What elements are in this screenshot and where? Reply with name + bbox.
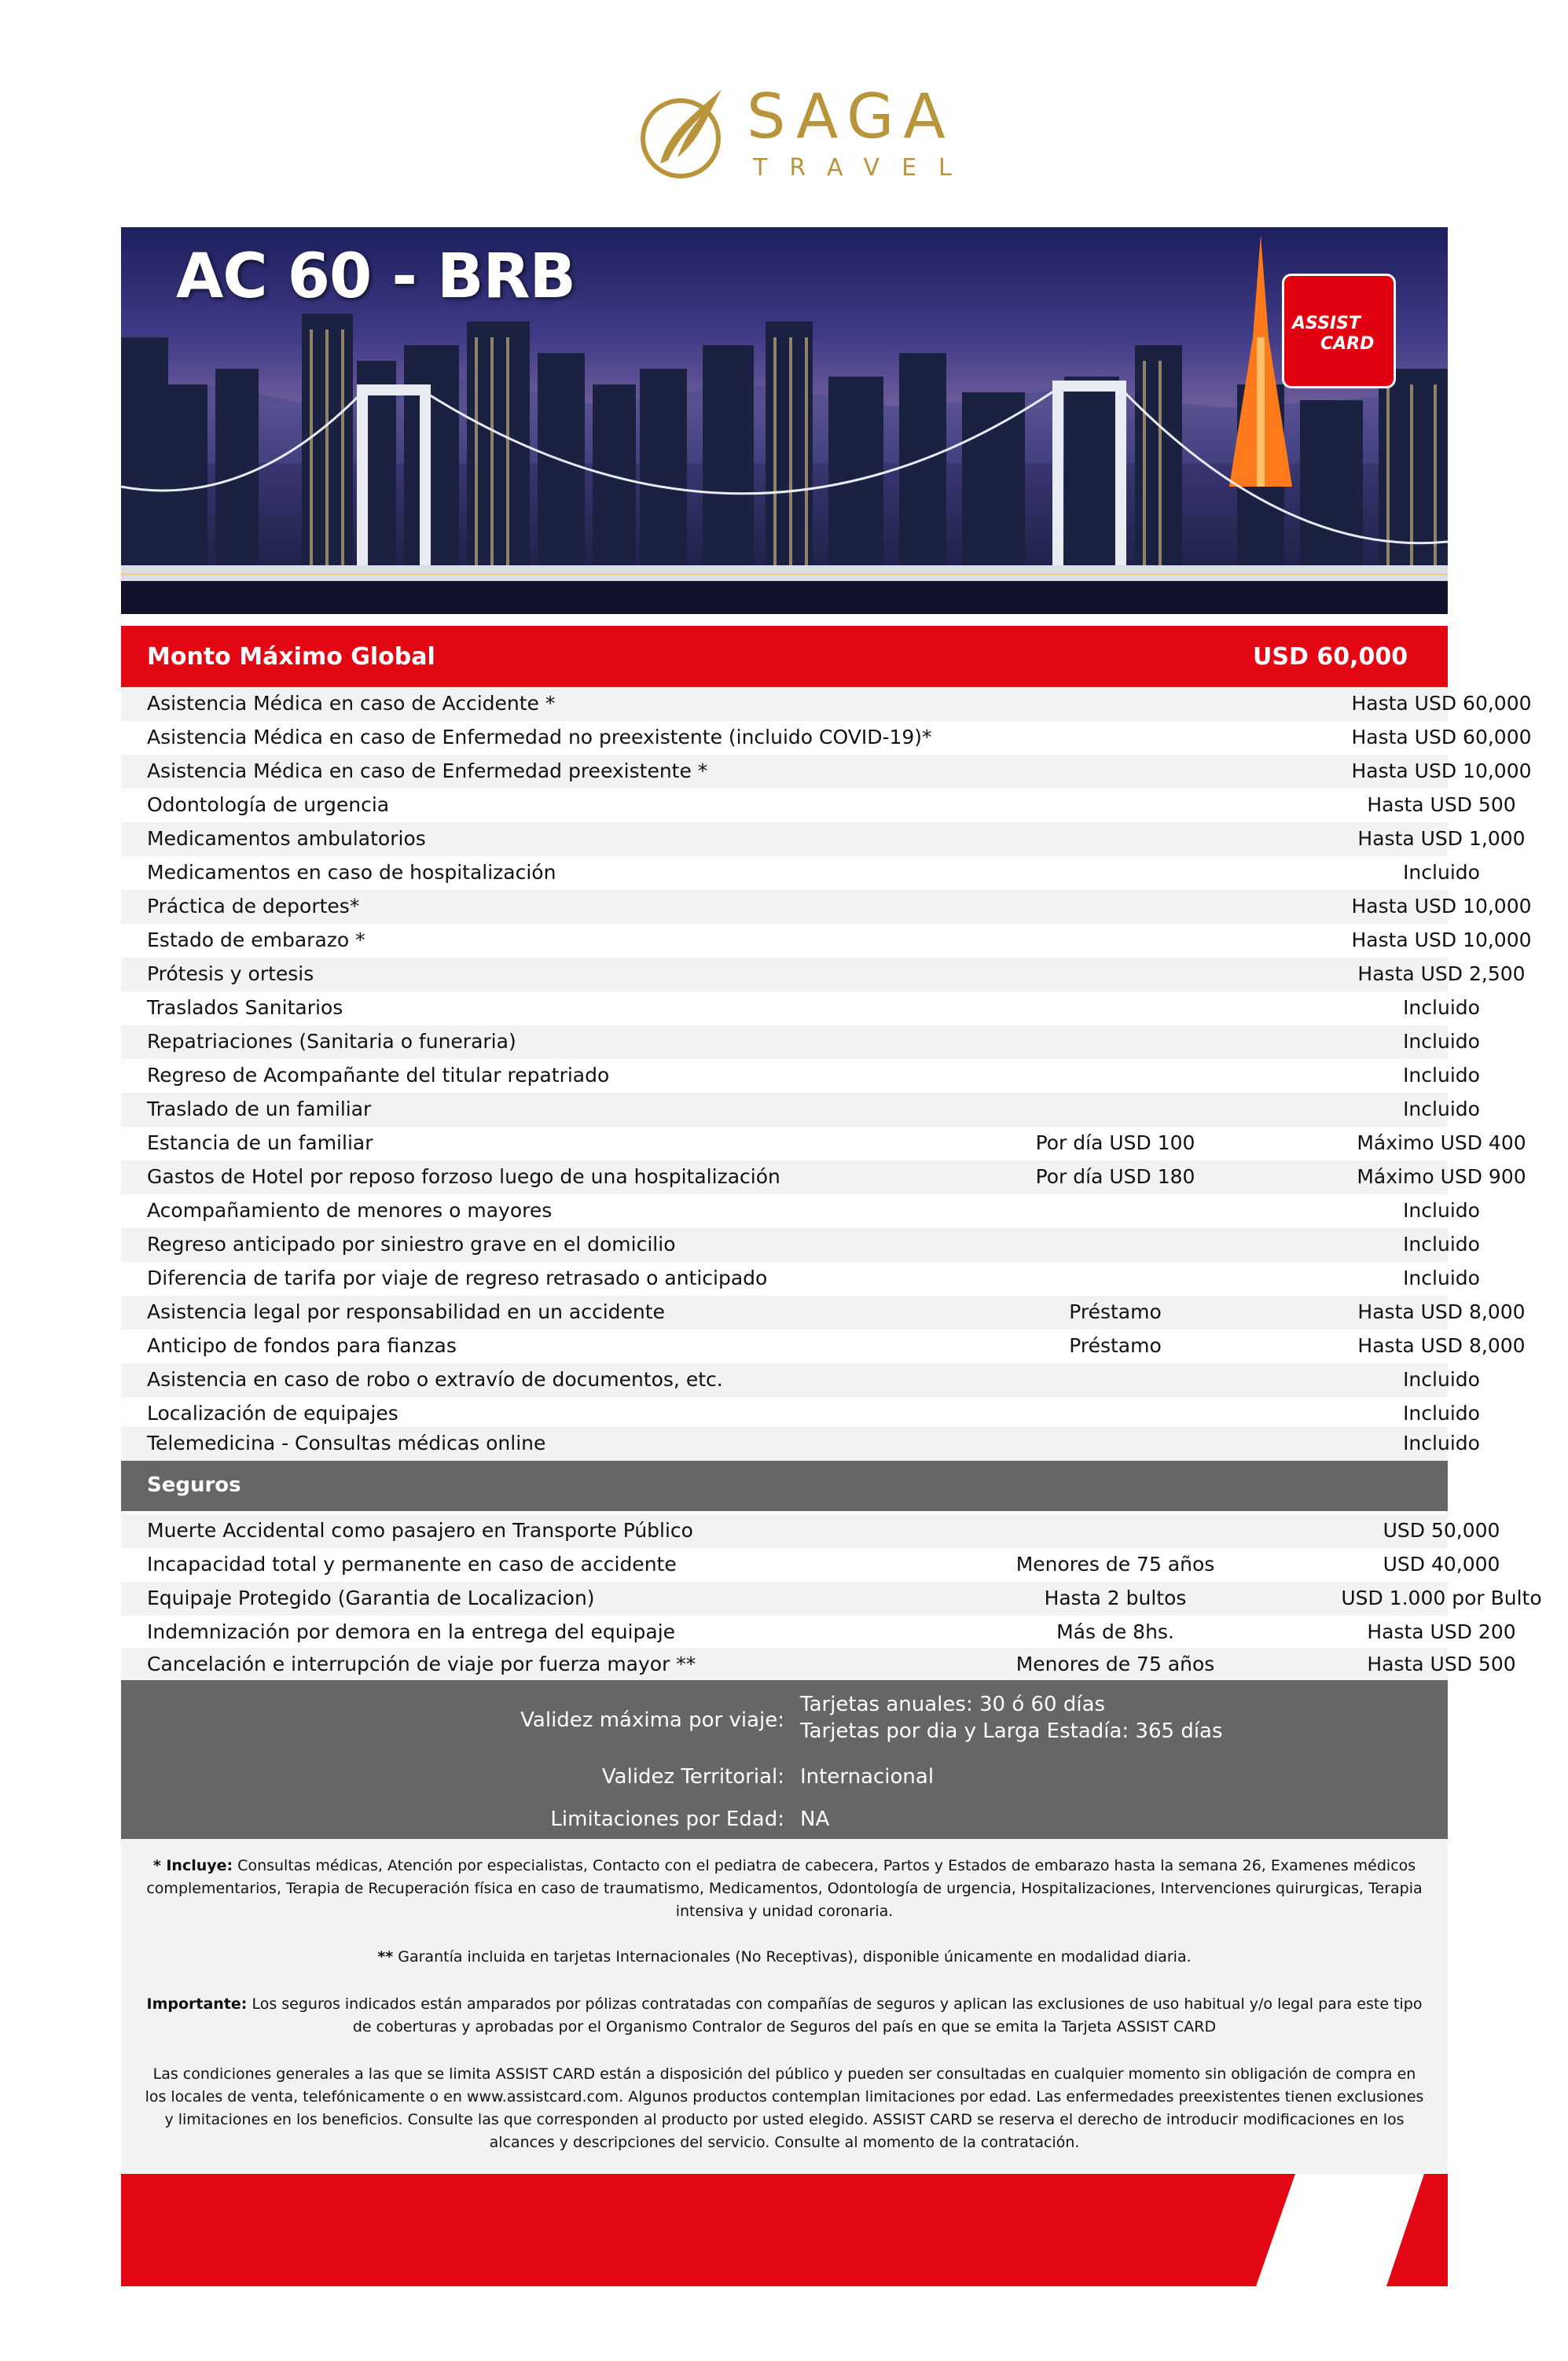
validez-max-label: Validez máxima por viaje: <box>520 1708 784 1732</box>
coverage-value: Hasta USD 500 <box>1367 793 1516 816</box>
seguro-label: Cancelación e interrupción de viaje por fuerza mayor ** <box>147 1653 696 1675</box>
table-row <box>121 721 1532 755</box>
validez-max-line1: Tarjetas anuales: 30 ó 60 días <box>800 1693 1106 1716</box>
coverage-label: Acompañamiento de menores o mayores <box>147 1199 553 1222</box>
fine-print <box>121 1839 1448 2174</box>
saga-feather-icon <box>637 85 731 183</box>
table-row <box>121 1160 1526 1194</box>
seguros-title: Seguros <box>147 1473 241 1497</box>
coverage-value: Incluido <box>1403 1098 1480 1120</box>
table-row <box>121 1427 1480 1461</box>
seguro-detail: Más de 8hs. <box>1056 1620 1174 1643</box>
coverage-label: Medicamentos en caso de hospitalización <box>147 861 556 884</box>
table-row <box>121 1194 1480 1228</box>
coverage-label: Telemedicina - Consultas médicas online <box>147 1432 546 1454</box>
coverage-label: Regreso de Acompañante del titular repatriado <box>147 1064 610 1087</box>
note-condiciones: Las condiciones generales a las que se limita ASSIST CARD están a disposición del público y pueden ser consultadas en cualquier momento sin obligación de compra en los locales de venta, telefónicamente o en www.assistcard.com. Algunos productos contemplan limitaciones por edad. Las enfermedades preexistentes tienen exclusiones y limitaciones en los beneficios. Consulte las que corresponden al producto por usted elegido. ASSIST CARD se reserva el derecho de introducir modificaciones en los alcances y descripciones del servicio. Consulte al momento de la contratación. <box>145 2065 1424 2151</box>
validez-max-line2: Tarjetas por dia y Larga Estadía: 365 días <box>800 1719 1223 1743</box>
coverage-label: Anticipo de fondos para fianzas <box>147 1334 457 1357</box>
seguro-detail: Hasta 2 bultos <box>1044 1587 1187 1609</box>
coverage-value: Incluido <box>1403 1402 1480 1425</box>
note-incluye <box>145 1855 1424 1923</box>
coverage-value: Hasta USD 1,000 <box>1357 827 1526 850</box>
seguro-label: Incapacidad total y permanente en caso de accidente <box>147 1553 677 1576</box>
brand-sub: TRAVEL <box>753 154 974 182</box>
seguro-label: Equipaje Protegido (Garantia de Localizacion) <box>147 1587 595 1609</box>
coverage-value: Incluido <box>1403 1368 1480 1391</box>
validez-edad-value: NA <box>800 1808 830 1831</box>
note-garantia-text: Garantía incluida en tarjetas Internacionales (No Receptivas), disponible únicamente en modalidad diaria. <box>393 1948 1192 1966</box>
note-importante <box>145 1993 1424 2039</box>
coverage-value: Hasta USD 60,000 <box>1351 726 1532 748</box>
table-row <box>121 890 1532 924</box>
coverage-value: Incluido <box>1403 1199 1480 1222</box>
table-row <box>121 755 1532 789</box>
table-row <box>121 687 1532 721</box>
footer-banner <box>121 2174 1448 2286</box>
coverage-label: Prótesis y ortesis <box>147 962 314 985</box>
table-row <box>121 789 1516 822</box>
seguro-value: USD 50,000 <box>1383 1519 1500 1542</box>
coverage-label: Gastos de Hotel por reposo forzoso luego de una hospitalización <box>147 1165 780 1188</box>
seguro-value: Hasta USD 500 <box>1367 1653 1516 1675</box>
coverage-label: Asistencia Médica en caso de Enfermedad no preexistente (incluido COVID-19)* <box>147 726 932 748</box>
coverage-value: Hasta USD 10,000 <box>1351 929 1532 951</box>
coverage-value: Hasta USD 60,000 <box>1351 692 1532 715</box>
table-row <box>121 1296 1526 1329</box>
assist-card-logo <box>1282 274 1396 388</box>
coverage-label: Traslado de un familiar <box>147 1098 372 1120</box>
table-row <box>121 1397 1480 1431</box>
table-row <box>121 1648 1516 1682</box>
table-row <box>121 958 1526 991</box>
coverage-label: Diferencia de tarifa por viaje de regreso retrasado o anticipado <box>147 1267 768 1289</box>
coverage-value: Máximo USD 400 <box>1357 1131 1526 1154</box>
table-row <box>121 1582 1542 1616</box>
table-row <box>121 1262 1480 1296</box>
assist-card-logo-line1: ASSIST <box>1292 314 1361 333</box>
coverage-value: Incluido <box>1403 996 1480 1019</box>
table-row <box>121 856 1480 890</box>
coverage-label: Estado de embarazo * <box>147 929 365 951</box>
coverage-label: Odontología de urgencia <box>147 793 390 816</box>
note-incluye-text: Consultas médicas, Atención por especialistas, Contacto con el pediatra de cabecera, Partos y Estados de embarazo hasta la semana 26, Examenes médicos complementarios, Terapia de Recuperación física en caso de traumatismo, Medicamentos, Odontología de urgencia, Hospitalizaciones, Intervenciones quirurgicas, Terapia intensiva y unidad coronaria. <box>146 1857 1423 1920</box>
coverage-label: Asistencia Médica en caso de Accidente * <box>147 692 556 715</box>
table-row <box>121 991 1480 1025</box>
coverage-value: Incluido <box>1403 1030 1480 1053</box>
coverage-detail: Por día USD 100 <box>1035 1131 1195 1154</box>
coverage-label: Repatriaciones (Sanitaria o funeraria) <box>147 1030 516 1053</box>
footer-red-stripes <box>121 2174 1448 2286</box>
note-importante-text: Los seguros indicados están amparados por pólizas contratadas con compañías de seguros y aplican las exclusiones de uso habitual y/o legal para este tipo de coberturas y aprobadas por el Organismo Contralor de Seguros del país en que se emita la Tarjeta ASSIST CARD <box>247 1995 1423 2036</box>
table-row <box>121 1329 1526 1363</box>
table-row <box>121 1059 1480 1093</box>
coverage-label: Regreso anticipado por siniestro grave en el domicilio <box>147 1233 676 1256</box>
table-row <box>121 1548 1500 1582</box>
table-row <box>121 1363 1480 1397</box>
coverage-label: Medicamentos ambulatorios <box>147 827 426 850</box>
validez-terr-value: Internacional <box>800 1765 935 1789</box>
seguro-label: Indemnización por demora en la entrega del equipaje <box>147 1620 676 1643</box>
coverage-value: Incluido <box>1403 861 1480 884</box>
table-row <box>121 822 1526 856</box>
assist-card-logo-line2: CARD <box>1320 334 1375 354</box>
coverage-value: Hasta USD 8,000 <box>1357 1334 1526 1357</box>
coverage-label: Asistencia legal por responsabilidad en un accidente <box>147 1300 665 1323</box>
seguro-value: Hasta USD 200 <box>1367 1620 1516 1643</box>
table-row <box>121 924 1532 958</box>
coverage-value: Hasta USD 8,000 <box>1357 1300 1526 1323</box>
seguros-header <box>121 1461 1448 1511</box>
coverage-detail: Préstamo <box>1069 1300 1162 1323</box>
seguro-value: USD 40,000 <box>1383 1553 1500 1576</box>
validez-edad-label: Limitaciones por Edad: <box>550 1808 784 1831</box>
monto-value: USD 60,000 <box>1253 643 1408 671</box>
coverage-value: Incluido <box>1403 1432 1480 1454</box>
product-title: AC 60 - BRB <box>176 241 575 312</box>
coverage-detail: Por día USD 180 <box>1035 1165 1195 1188</box>
seguro-value: USD 1.000 por Bulto <box>1341 1587 1542 1609</box>
coverage-value: Incluido <box>1403 1267 1480 1289</box>
validez-panel <box>121 1680 1448 1839</box>
coverage-value: Incluido <box>1403 1064 1480 1087</box>
note-garantia <box>145 1946 1424 1969</box>
seguro-label: Muerte Accidental como pasajero en Transporte Público <box>147 1519 693 1542</box>
validez-terr-label: Validez Territorial: <box>601 1765 784 1789</box>
note-incluye-bold: * Incluye: <box>152 1857 233 1874</box>
coverage-value: Máximo USD 900 <box>1357 1165 1526 1188</box>
coverage-value: Hasta USD 2,500 <box>1357 962 1526 985</box>
coverage-value: Hasta USD 10,000 <box>1351 759 1532 782</box>
table-row <box>121 1093 1480 1127</box>
brand-name: SAGA <box>747 82 955 153</box>
saga-travel-logo <box>637 77 974 195</box>
coverage-label: Asistencia en caso de robo o extravío de documentos, etc. <box>147 1368 723 1391</box>
seguro-detail: Menores de 75 años <box>1015 1653 1215 1675</box>
coverage-label: Práctica de deportes* <box>147 895 360 918</box>
coverage-value: Incluido <box>1403 1233 1480 1256</box>
monto-maximo-header <box>121 626 1448 687</box>
table-row <box>121 1228 1480 1262</box>
coverage-label: Traslados Sanitarios <box>147 996 343 1019</box>
note-importante-bold: Importante: <box>146 1995 248 2013</box>
table-row <box>121 1616 1516 1649</box>
hero-banner <box>121 227 1448 614</box>
note-garantia-bold: ** <box>377 1948 394 1966</box>
coverage-label: Localización de equipajes <box>147 1402 398 1425</box>
monto-label: Monto Máximo Global <box>147 643 435 671</box>
table-row <box>121 1025 1480 1059</box>
coverage-detail: Préstamo <box>1069 1334 1162 1357</box>
table-row <box>121 1514 1500 1548</box>
coverage-value: Hasta USD 10,000 <box>1351 895 1532 918</box>
seguro-detail: Menores de 75 años <box>1015 1553 1215 1576</box>
coverage-label: Estancia de un familiar <box>147 1131 373 1154</box>
table-row <box>121 1127 1526 1160</box>
coverage-label: Asistencia Médica en caso de Enfermedad preexistente * <box>147 759 708 782</box>
